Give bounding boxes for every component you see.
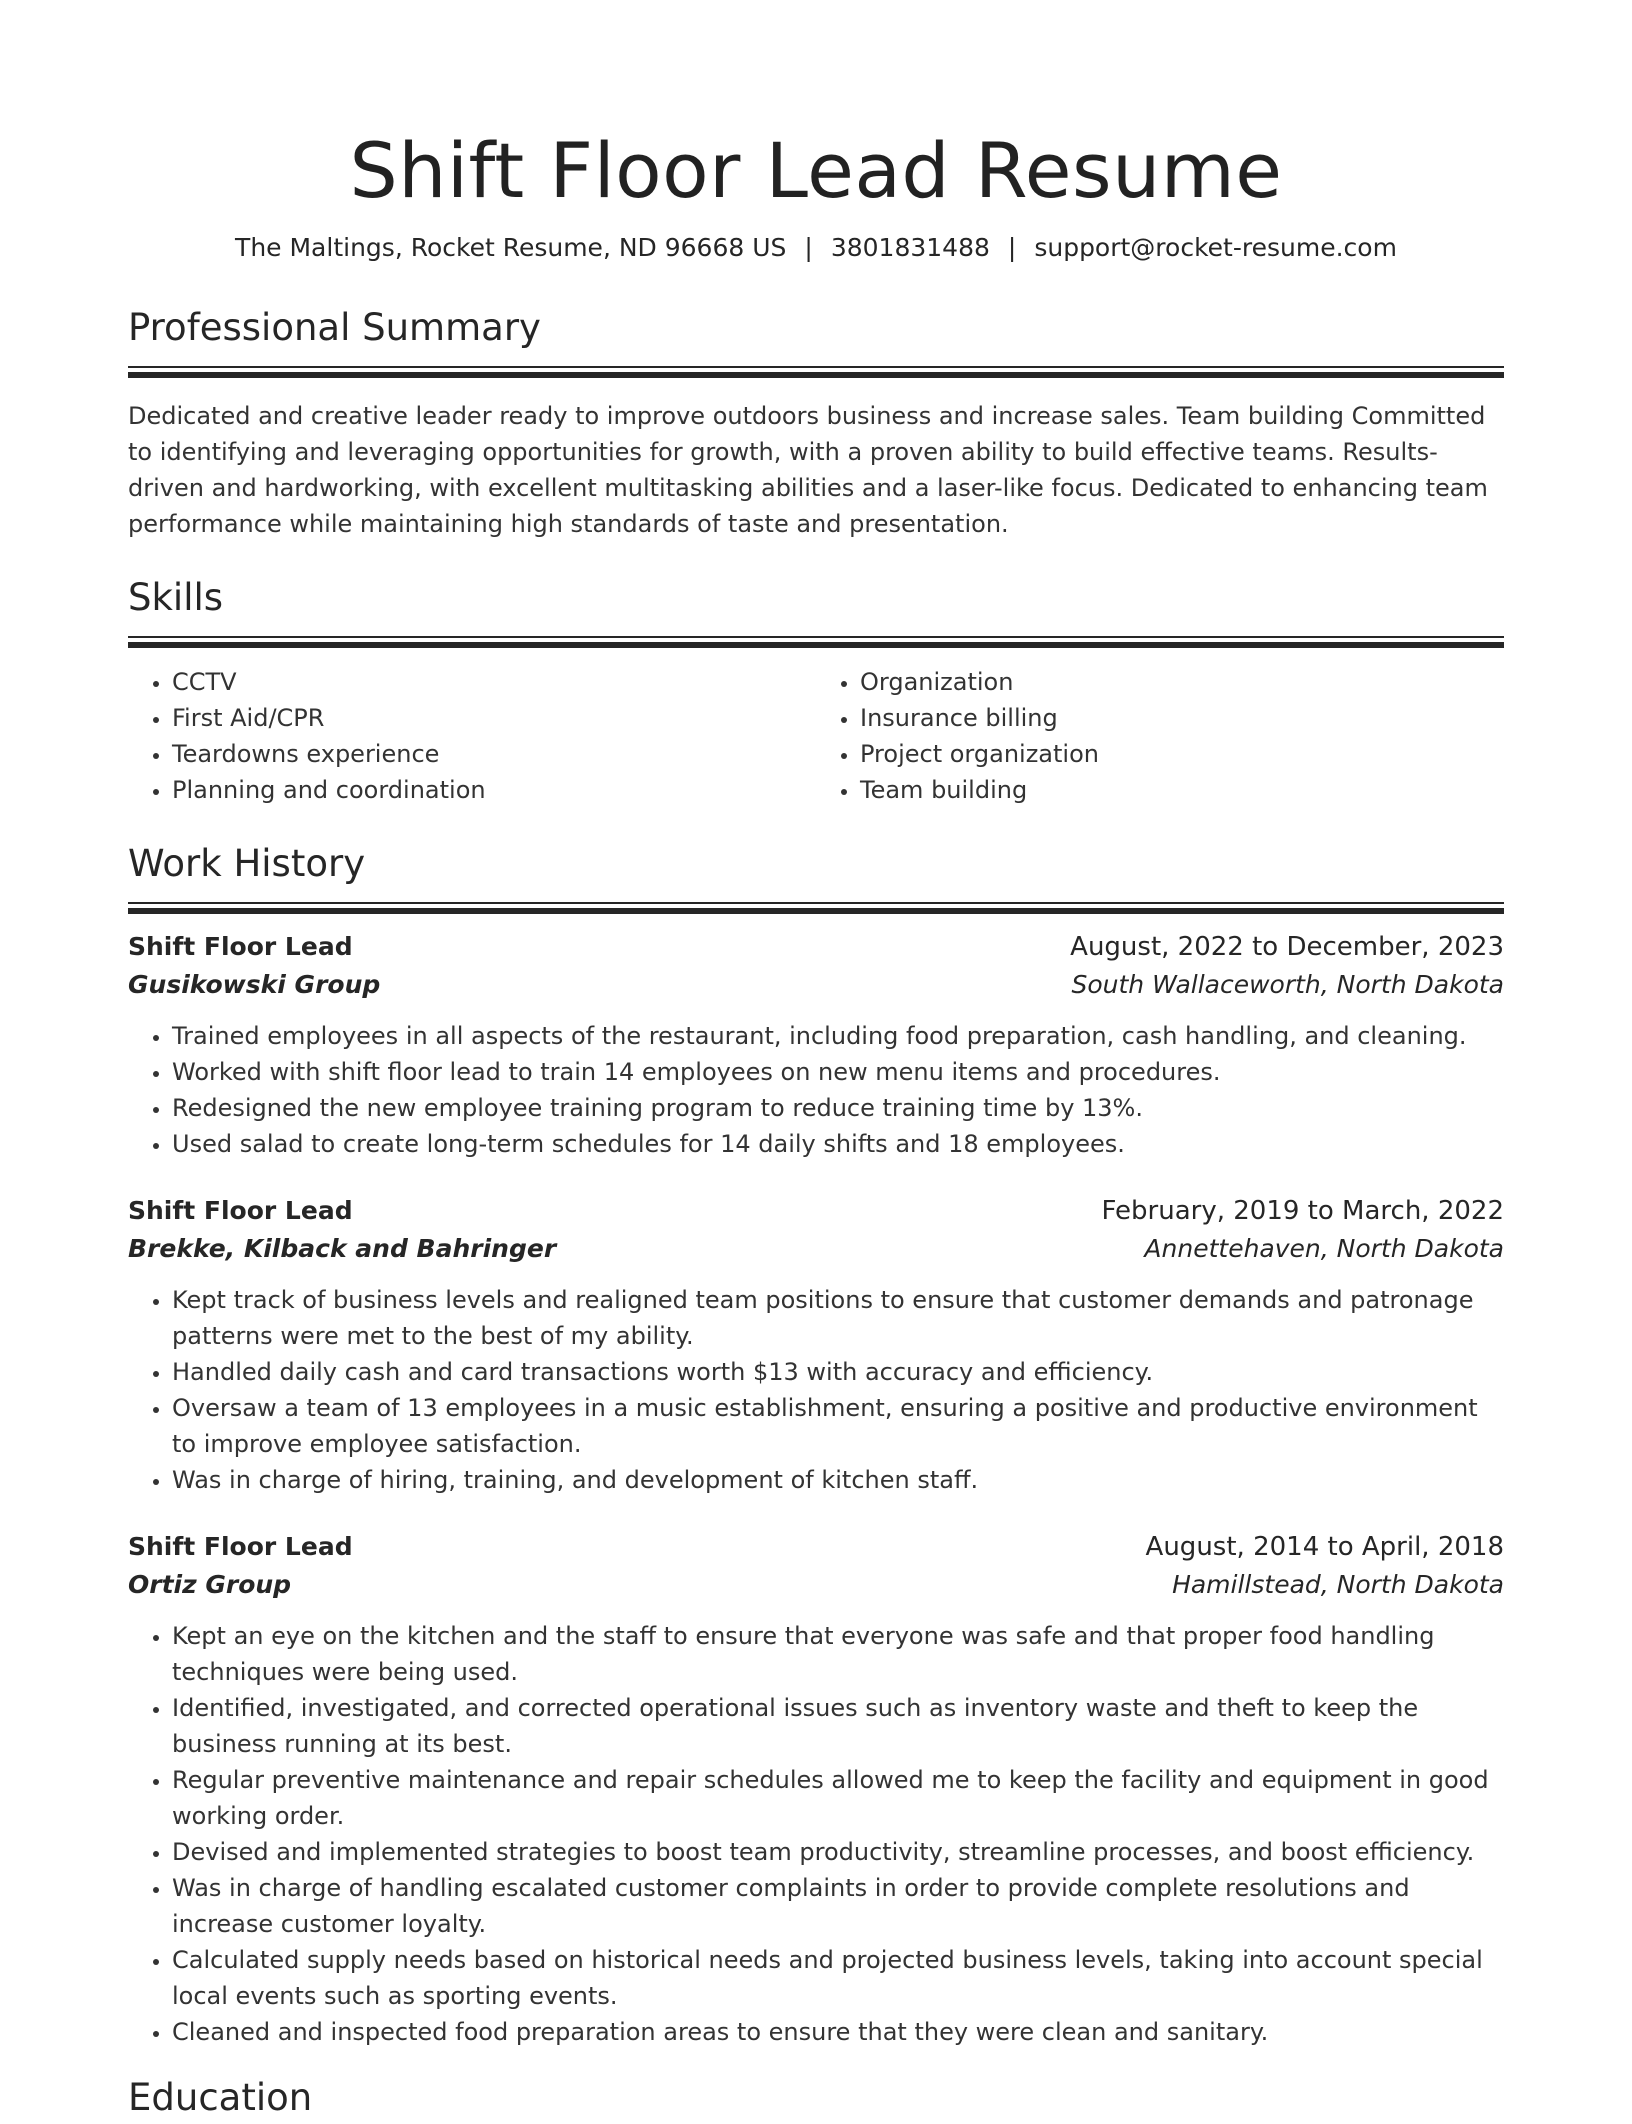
job-location: South Wallaceworth, North Dakota [1071,970,1504,999]
job-bullet: • Identified, investigated, and corrected operational issues such as inventory waste and theft to keep the business running at its best. [172,1690,1504,1762]
skill-item: • Organization [860,664,1504,700]
job-bullet: • Kept an eye on the kitchen and the staff to ensure that everyone was safe and that proper food handling techniques were being used. [172,1618,1504,1690]
skills-column-right [816,664,1504,808]
job-header [128,928,1504,966]
job-company: Gusikowski Group [128,970,381,999]
job-entry [128,1192,1504,1498]
job-bullets [128,1018,1504,1162]
skill-item: • Team building [860,772,1504,808]
education-heading: Education [128,2076,313,2119]
heading-rule [128,902,1504,904]
skills-column-left [128,664,816,808]
job-bullet: • Calculated supply needs based on historical needs and projected business levels, taking into account special local events such as sporting events. [172,1942,1504,2014]
heading-rule-thick [128,372,1504,378]
job-entry [128,1528,1504,2050]
heading-rule-thick [128,908,1504,914]
job-subheader [128,1230,1504,1268]
skills-list [128,664,1504,808]
skill-item: • Teardowns experience [172,736,816,772]
job-header [128,1528,1504,1566]
job-subheader [128,1566,1504,1604]
job-dates: August, 2014 to April, 2018 [1145,1532,1504,1562]
job-subheader [128,966,1504,1004]
skills-section [128,572,1504,808]
job-dates: February, 2019 to March, 2022 [1101,1196,1504,1226]
job-bullet: • Trained employees in all aspects of the restaurant, including food preparation, cash handling, and cleaning. [172,1018,1504,1054]
job-bullet: • Kept track of business levels and realigned team positions to ensure that customer demands and patronage patterns were met to the best of my ability. [172,1282,1504,1354]
job-location: Annettehaven, North Dakota [1144,1234,1504,1263]
summary-section [128,302,1504,542]
job-location: Hamillstead, North Dakota [1172,1570,1504,1599]
page-title: Shift Floor Lead Resume [349,126,1283,215]
job-bullets [128,1618,1504,2050]
job-header [128,1192,1504,1230]
heading-rule-thick [128,642,1504,648]
contact-separator: | [1007,233,1017,262]
job-bullet: • Handled daily cash and card transactions worth $13 with accuracy and efficiency. [172,1354,1504,1390]
skill-item: • CCTV [172,664,816,700]
job-title: Shift Floor Lead [128,1532,353,1561]
contact-address: The Maltings, Rocket Resume, ND 96668 US [235,233,787,262]
job-bullet: • Oversaw a team of 13 employees in a music establishment, ensuring a positive and productive environment to improve employee satisfaction. [172,1390,1504,1462]
skill-item: • First Aid/CPR [172,700,816,736]
skill-item: • Insurance billing [860,700,1504,736]
skill-item: • Planning and coordination [172,772,816,808]
job-bullet: • Devised and implemented strategies to boost team productivity, streamline processes, and boost efficiency. [172,1834,1504,1870]
job-bullets [128,1282,1504,1498]
contact-line [128,230,1504,266]
summary-text: Dedicated and creative leader ready to improve outdoors business and increase sales. Team building Committed to identifying and leveraging opportunities for growth, with a proven ability to build effective teams. Results-driven and hardworking, with excellent multitasking abilities and a laser-like focus. Dedicated to enhancing team performance while maintaining high standards of taste and presentation. [128,402,1488,538]
job-title: Shift Floor Lead [128,1196,353,1225]
job-bullet: • Was in charge of hiring, training, and development of kitchen staff. [172,1462,1504,1498]
contact-phone: 3801831488 [830,233,990,262]
work-section [128,838,1504,2050]
job-company: Brekke, Kilback and Bahringer [128,1234,557,1263]
education-section [128,2072,1504,2124]
heading-rule [128,636,1504,638]
contact-separator: | [804,233,813,262]
job-company: Ortiz Group [128,1570,292,1599]
job-bullet: • Was in charge of handling escalated customer complaints in order to provide complete resolutions and increase customer loyalty. [172,1870,1504,1942]
heading-rule [128,366,1504,368]
resume-page [128,0,1504,2124]
summary-heading: Professional Summary [128,306,541,349]
job-bullet: • Worked with shift floor lead to train 14 employees on new menu items and procedures. [172,1054,1504,1090]
job-bullet: • Cleaned and inspected food preparation areas to ensure that they were clean and sanitary. [172,2014,1504,2050]
job-bullet: • Redesigned the new employee training program to reduce training time by 13%. [172,1090,1504,1126]
job-bullet: • Used salad to create long-term schedules for 14 daily shifts and 18 employees. [172,1126,1504,1162]
contact-email: support@rocket-resume.com [1034,233,1397,262]
skills-heading: Skills [128,576,224,619]
job-entry [128,928,1504,1162]
work-heading: Work History [128,842,366,885]
job-dates: August, 2022 to December, 2023 [1070,932,1504,962]
job-bullet: • Regular preventive maintenance and repair schedules allowed me to keep the facility and equipment in good working order. [172,1762,1504,1834]
skill-item: • Project organization [860,736,1504,772]
job-title: Shift Floor Lead [128,932,353,961]
